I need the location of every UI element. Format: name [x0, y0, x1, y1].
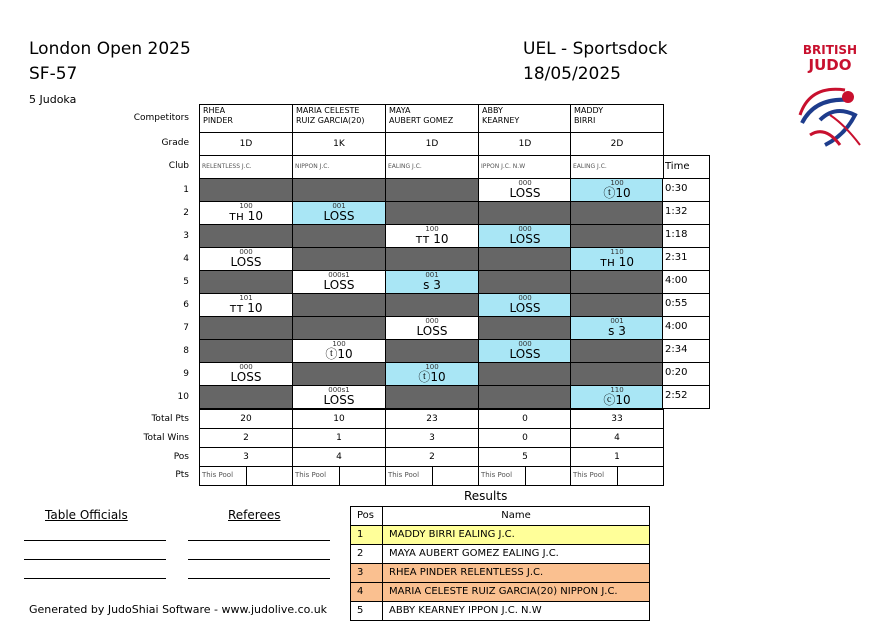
- competitor-grade: 1D: [199, 132, 293, 156]
- label-grade: Grade: [161, 138, 189, 148]
- match-time: 4:00: [662, 270, 710, 294]
- match-result-cell: [385, 316, 479, 340]
- empty-cell: [570, 270, 664, 294]
- competitor-club: EALING J.C.: [570, 155, 664, 179]
- result-pos: 2: [350, 544, 383, 564]
- this-pool-points: [292, 466, 386, 486]
- match-result-cell: [478, 224, 572, 248]
- pool-divider: [525, 467, 526, 485]
- score-code: 100: [425, 225, 439, 233]
- label-pts: Pts: [175, 470, 189, 480]
- total-points: 23: [385, 409, 479, 429]
- match-result-cell: [478, 178, 572, 202]
- label-total-pts: Total Pts: [151, 414, 189, 424]
- result-pos: 5: [350, 601, 383, 621]
- position: 5: [478, 447, 572, 467]
- empty-cell: [478, 201, 572, 225]
- competitor-name: MADDY BIRRI: [570, 104, 664, 133]
- score-code: 000s1: [328, 386, 350, 394]
- score-code: 001: [425, 271, 439, 279]
- match-result-cell: [478, 293, 572, 317]
- result-value: LOSS: [509, 301, 541, 315]
- referees-heading: Referees: [228, 508, 281, 522]
- this-pool-points: [478, 466, 572, 486]
- empty-cell: [570, 362, 664, 386]
- match-result-cell: [199, 293, 293, 317]
- match-number: 10: [177, 392, 189, 402]
- empty-cell: [199, 339, 293, 363]
- official-line: [24, 540, 166, 541]
- empty-cell: [199, 385, 293, 409]
- match-result-cell: [570, 316, 664, 340]
- empty-cell: [292, 224, 386, 248]
- this-pool-points: [199, 466, 293, 486]
- this-pool-label: This Pool: [388, 471, 420, 479]
- result-pos: 3: [350, 563, 383, 583]
- referee-line: [188, 578, 330, 579]
- pool-divider: [339, 467, 340, 485]
- result-value: LOSS: [230, 370, 262, 384]
- total-wins: 3: [385, 428, 479, 448]
- result-value: LOSS: [509, 347, 541, 361]
- result-value: LOSS: [323, 393, 355, 407]
- official-line: [24, 559, 166, 560]
- competitor-name: ABBY KEARNEY: [478, 104, 572, 133]
- position: 2: [385, 447, 479, 467]
- match-time: 2:31: [662, 247, 710, 271]
- competitor-club: EALING J.C.: [385, 155, 479, 179]
- match-number: 2: [183, 208, 189, 218]
- competitor-name: RHEA PINDER: [199, 104, 293, 133]
- competitor-name: MAYA AUBERT GOMEZ: [385, 104, 479, 133]
- empty-cell: [570, 201, 664, 225]
- position: 1: [570, 447, 664, 467]
- time-header: Time: [662, 155, 710, 179]
- result-value: LOSS: [323, 209, 355, 223]
- total-wins: 1: [292, 428, 386, 448]
- this-pool-label: This Pool: [573, 471, 605, 479]
- result-name: ABBY KEARNEY IPPON J.C. N.W: [382, 601, 650, 621]
- pool-divider: [246, 467, 247, 485]
- empty-cell: [292, 316, 386, 340]
- match-result-cell: [292, 270, 386, 294]
- empty-cell: [292, 178, 386, 202]
- referee-line: [188, 540, 330, 541]
- match-result-cell: [385, 270, 479, 294]
- match-result-cell: [385, 224, 479, 248]
- empty-cell: [570, 339, 664, 363]
- result-value: ᴛᴛ 10: [229, 301, 263, 315]
- competitor-club: NIPPON J.C.: [292, 155, 386, 179]
- match-number: 6: [183, 300, 189, 310]
- match-time: 0:20: [662, 362, 710, 386]
- this-pool-label: This Pool: [295, 471, 327, 479]
- official-line: [24, 578, 166, 579]
- score-code: 100: [239, 202, 253, 210]
- result-value: LOSS: [323, 278, 355, 292]
- footer: Generated by JudoShiai Software - www.judolive.co.uk: [29, 603, 328, 616]
- empty-cell: [292, 247, 386, 271]
- competitor-grade: 1K: [292, 132, 386, 156]
- empty-cell: [478, 316, 572, 340]
- match-time: 2:52: [662, 385, 710, 409]
- judoka-count: 5 Judoka: [29, 93, 77, 106]
- result-value: LOSS: [416, 324, 448, 338]
- score-code: 000s1: [328, 271, 350, 279]
- match-time: 1:18: [662, 224, 710, 248]
- empty-cell: [199, 270, 293, 294]
- empty-cell: [385, 201, 479, 225]
- empty-cell: [385, 178, 479, 202]
- total-points: 20: [199, 409, 293, 429]
- score-code: 001: [332, 202, 346, 210]
- score-code: 000: [425, 317, 439, 325]
- score-code: 101: [239, 294, 253, 302]
- match-result-cell: [292, 385, 386, 409]
- empty-cell: [570, 293, 664, 317]
- empty-cell: [478, 270, 572, 294]
- match-result-cell: [385, 362, 479, 386]
- result-value: ⓣ10: [325, 347, 353, 361]
- label-total-wins: Total Wins: [143, 433, 189, 443]
- match-time: 0:55: [662, 293, 710, 317]
- result-value: ⓣ10: [418, 370, 446, 384]
- result-value: ⓣ10: [603, 186, 631, 200]
- competitor-grade: 1D: [478, 132, 572, 156]
- empty-cell: [199, 178, 293, 202]
- venue: UEL - Sportsdock: [523, 39, 668, 59]
- match-time: 1:32: [662, 201, 710, 225]
- category: SF-57: [29, 64, 78, 84]
- match-result-cell: [570, 178, 664, 202]
- result-pos: 4: [350, 582, 383, 602]
- match-number: 5: [183, 277, 189, 287]
- this-pool-label: This Pool: [202, 471, 234, 479]
- match-result-cell: [199, 362, 293, 386]
- table-officials-heading: Table Officials: [45, 508, 128, 522]
- total-points: 0: [478, 409, 572, 429]
- match-time: 2:34: [662, 339, 710, 363]
- result-value: LOSS: [509, 232, 541, 246]
- empty-cell: [570, 224, 664, 248]
- competitor-grade: 2D: [570, 132, 664, 156]
- match-result-cell: [570, 385, 664, 409]
- competitor-club: IPPON J.C. N.W: [478, 155, 572, 179]
- empty-cell: [385, 339, 479, 363]
- this-pool-points: [570, 466, 664, 486]
- competitor-grade: 1D: [385, 132, 479, 156]
- empty-cell: [292, 362, 386, 386]
- empty-cell: [385, 385, 479, 409]
- label-pos: Pos: [173, 452, 189, 462]
- position: 4: [292, 447, 386, 467]
- match-result-cell: [199, 201, 293, 225]
- pool-divider: [432, 467, 433, 485]
- result-value: ᴛᴛ 10: [415, 232, 449, 246]
- score-code: 001: [610, 317, 624, 325]
- match-number: 7: [183, 323, 189, 333]
- british-judo-logo: BRITISH JUDO: [790, 40, 870, 152]
- result-value: s 3: [608, 324, 626, 338]
- results-header-name: Name: [382, 506, 650, 526]
- match-number: 1: [183, 185, 189, 195]
- score-code: 100: [610, 179, 624, 187]
- judoka-figure-icon: [790, 75, 870, 155]
- score-code: 000: [239, 248, 253, 256]
- score-code: 000: [518, 179, 532, 187]
- match-result-cell: [292, 201, 386, 225]
- result-name: MAYA AUBERT GOMEZ EALING J.C.: [382, 544, 650, 564]
- empty-cell: [199, 316, 293, 340]
- score-code: 000: [518, 340, 532, 348]
- total-wins: 2: [199, 428, 293, 448]
- label-competitors: Competitors: [133, 113, 189, 123]
- match-result-cell: [570, 247, 664, 271]
- label-club: Club: [168, 161, 189, 171]
- competitor-club: RELENTLESS J.C.: [199, 155, 293, 179]
- empty-cell: [478, 362, 572, 386]
- match-result-cell: [478, 339, 572, 363]
- competitor-name: MARIA CELESTE RUIZ GARCIA(20): [292, 104, 386, 133]
- score-code: 000: [518, 294, 532, 302]
- result-name: MADDY BIRRI EALING J.C.: [382, 525, 650, 545]
- this-pool-label: This Pool: [481, 471, 513, 479]
- total-wins: 0: [478, 428, 572, 448]
- empty-cell: [199, 224, 293, 248]
- referee-line: [188, 559, 330, 560]
- results-header-pos: Pos: [350, 506, 383, 526]
- result-value: ⓒ10: [603, 393, 631, 407]
- score-code: 100: [332, 340, 346, 348]
- match-number: 3: [183, 231, 189, 241]
- empty-cell: [385, 247, 479, 271]
- score-code: 000: [239, 363, 253, 371]
- match-time: 4:00: [662, 316, 710, 340]
- score-code: 110: [610, 386, 624, 394]
- total-wins: 4: [570, 428, 664, 448]
- result-pos: 1: [350, 525, 383, 545]
- match-result-cell: [292, 339, 386, 363]
- result-value: LOSS: [230, 255, 262, 269]
- result-value: LOSS: [509, 186, 541, 200]
- match-result-cell: [199, 247, 293, 271]
- score-code: 100: [425, 363, 439, 371]
- result-value: ᴛʜ 10: [229, 209, 263, 223]
- result-name: MARIA CELESTE RUIZ GARCIA(20) NIPPON J.C.: [382, 582, 650, 602]
- empty-cell: [292, 293, 386, 317]
- pool-divider: [617, 467, 618, 485]
- score-code: 110: [610, 248, 624, 256]
- position: 3: [199, 447, 293, 467]
- empty-cell: [478, 385, 572, 409]
- total-points: 33: [570, 409, 664, 429]
- total-points: 10: [292, 409, 386, 429]
- result-value: ᴛʜ 10: [600, 255, 634, 269]
- result-value: s 3: [423, 278, 441, 292]
- result-name: RHEA PINDER RELENTLESS J.C.: [382, 563, 650, 583]
- empty-cell: [385, 293, 479, 317]
- score-code: 000: [518, 225, 532, 233]
- match-number: 8: [183, 346, 189, 356]
- this-pool-points: [385, 466, 479, 486]
- match-number: 4: [183, 254, 189, 264]
- match-number: 9: [183, 369, 189, 379]
- empty-cell: [478, 247, 572, 271]
- date: 18/05/2025: [523, 64, 621, 84]
- event-title: London Open 2025: [29, 39, 191, 59]
- results-title: Results: [464, 489, 508, 503]
- match-time: 0:30: [662, 178, 710, 202]
